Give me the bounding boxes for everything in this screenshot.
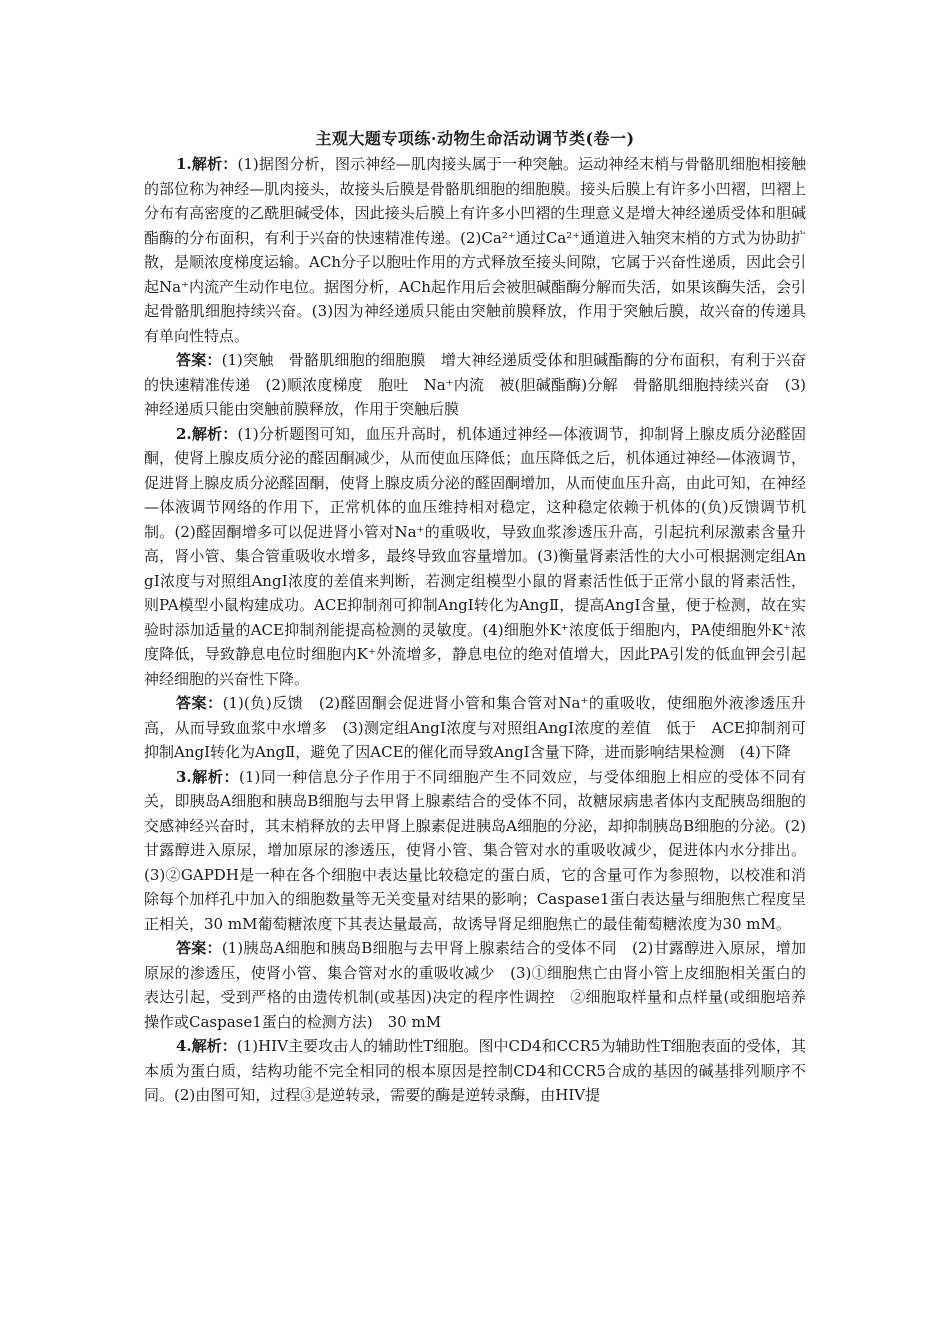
analysis-paragraph-4 bbox=[144, 1034, 806, 1108]
analysis-paragraph-2 bbox=[144, 422, 806, 692]
analysis-text: (1)分析题图可知，血压升高时，机体通过神经—体液调节，抑制肾上腺皮质分泌醛固酮，使肾上腺皮质分泌的醛固酮减少，从而使血压降低；血压降低之后，机体通过神经—体液调节，促进肾上腺皮质分泌醛固酮，使肾上腺皮质分泌的醛固酮增加，从而使血压升高，由此可知，在神经—体液调节网络的作用下，正常机体的血压维持相对稳定，这种稳定依赖于机体的(负)反馈调节机制。(2)醛固酮增多可以促进肾小管对Na⁺的重吸收，导致血浆渗透压升高，引起抗利尿激素含量升高，肾小管、集合管重吸收水增多，最终导致血容量增加。(3)衡量肾素活性的大小可根据测定组AngⅠ浓度与对照组AngⅠ浓度的差值来判断，若测定组模型小鼠的肾素活性低于正常小鼠的肾素活性，则PA模型小鼠构建成功。ACE抑制剂可抑制AngⅠ转化为AngⅡ，提高AngⅠ含量，便于检测，故在实验时添加适量的ACE抑制剂能提高检测的灵敏度。(4)细胞外K⁺浓度低于细胞内，PA使细胞外K⁺浓度降低，导致静息电位时细胞内K⁺外流增多，静息电位的绝对值增大，因此PA引发的低血钾会引起神经细胞的兴奋性下降。 bbox=[144, 424, 806, 688]
analysis-label: 解析： bbox=[191, 767, 240, 786]
item-number: 2. bbox=[176, 424, 192, 443]
analysis-paragraph-1 bbox=[144, 152, 806, 348]
answer-label: 答案： bbox=[176, 694, 223, 712]
analysis-text: (1)HIV主要攻击人的辅助性T细胞。图中CD4和CCR5为辅助性T细胞表面的受体，其本质为蛋白质，结构功能不完全相同的根本原因是控制CD4和CCR5合成的基因的碱基排列顺序不同。(2)由图可知，过程③是逆转录，需要的酶是逆转录酶，由HIV提 bbox=[144, 1037, 806, 1104]
answer-paragraph-2 bbox=[144, 691, 806, 765]
answer-label: 答案： bbox=[176, 351, 222, 369]
answer-paragraph-3 bbox=[144, 936, 806, 1034]
analysis-label: 解析： bbox=[191, 424, 238, 443]
item-number: 4. bbox=[176, 1037, 192, 1055]
answer-text: (1)胰岛A细胞和胰岛B细胞与去甲肾上腺素结合的受体不同 (2)甘露醇进入原尿，增加原尿的渗透压，使肾小管、集合管对水的重吸收减少 (3)①细胞焦亡由肾小管上皮细胞相关蛋白的表达引起，受到严格的由遗传机制(或基因)决定的程序性调控 ②细胞取样量和点样量(或细胞培养操作或Caspase1蛋白的检测方法) 30 mM bbox=[144, 939, 806, 1031]
answer-text: (1)突触 骨骼肌细胞的细胞膜 增大神经递质受体和胆碱酯酶的分布面积，有利于兴奋的快速精准传递 (2)顺浓度梯度 胞吐 Na⁺内流 被(胆碱酯酶)分解 骨骼肌细胞持续兴奋 (3)神经递质只能由突触前膜释放，作用于突触后膜 bbox=[144, 351, 806, 418]
analysis-text: (1)同一种信息分子作用于不同细胞产生不同效应，与受体细胞上相应的受体不同有关，即胰岛A细胞和胰岛B细胞与去甲肾上腺素结合的受体不同，故糖尿病患者体内支配胰岛细胞的交感神经兴奋时，其末梢释放的去甲肾上腺素促进胰岛A细胞的分泌，却抑制胰岛B细胞的分泌。(2)甘露醇进入原尿，增加原尿的渗透压，使肾小管、集合管对水的重吸收减少，促进体内水分排出。(3)②GAPDH是一种在各个细胞中表达量比较稳定的蛋白质，它的含量可作为参照物，以校准和消除每个加样孔中加入的细胞数量等无关变量对结果的影响；Caspase1蛋白表达量与细胞焦亡程度呈正相关，30 mM葡萄糖浓度下其表达量最高，故诱导肾足细胞焦亡的最佳葡萄糖浓度为30 mM。 bbox=[144, 767, 806, 933]
item-number: 3. bbox=[176, 767, 192, 786]
item-number: 1. bbox=[176, 155, 192, 173]
analysis-text: (1)据图分析，图示神经—肌肉接头属于一种突触。运动神经末梢与骨骼肌细胞相接触的部位称为神经—肌肉接头，故接头后膜是骨骼肌细胞的细胞膜。接头后膜上有许多小凹褶，凹褶上分布有高密度的乙酰胆碱受体，因此接头后膜上有许多小凹褶的生理意义是增大神经递质受体和胆碱酯酶的分布面积，有利于兴奋的快速精准传递。(2)Ca²⁺通过Ca²⁺通道进入轴突末梢的方式为协助扩散，是顺浓度梯度运输。ACh分子以胞吐作用的方式释放至接头间隙，它属于兴奋性递质，因此会引起Na⁺内流产生动作电位。据图分析，ACh起作用后会被胆碱酯酶分解而失活，如果该酶失活，会引起骨骼肌细胞持续兴奋。(3)因为神经递质只能由突触前膜释放，作用于突触后膜，故兴奋的传递具有单向性特点。 bbox=[144, 155, 806, 345]
answer-paragraph-1 bbox=[144, 348, 806, 422]
answer-label: 答案： bbox=[176, 939, 222, 957]
document-page bbox=[144, 126, 806, 1108]
analysis-label: 解析： bbox=[191, 1037, 237, 1055]
analysis-paragraph-3 bbox=[144, 765, 806, 937]
page-title: 主观大题专项练·动物生命活动调节类(卷一) bbox=[315, 129, 635, 148]
answer-text: (1)(负)反馈 (2)醛固酮会促进肾小管和集合管对Na⁺的重吸收，使细胞外液渗透压升高，从而导致血浆中水增多 (3)测定组AngⅠ浓度与对照组AngⅠ浓度的差值 低于 ACE抑制剂可抑制AngⅠ转化为AngⅡ，避免了因ACE的催化而导致AngⅠ含量下降，进而影响结果检测 (4)下降 bbox=[144, 694, 806, 761]
analysis-label: 解析： bbox=[191, 155, 238, 173]
